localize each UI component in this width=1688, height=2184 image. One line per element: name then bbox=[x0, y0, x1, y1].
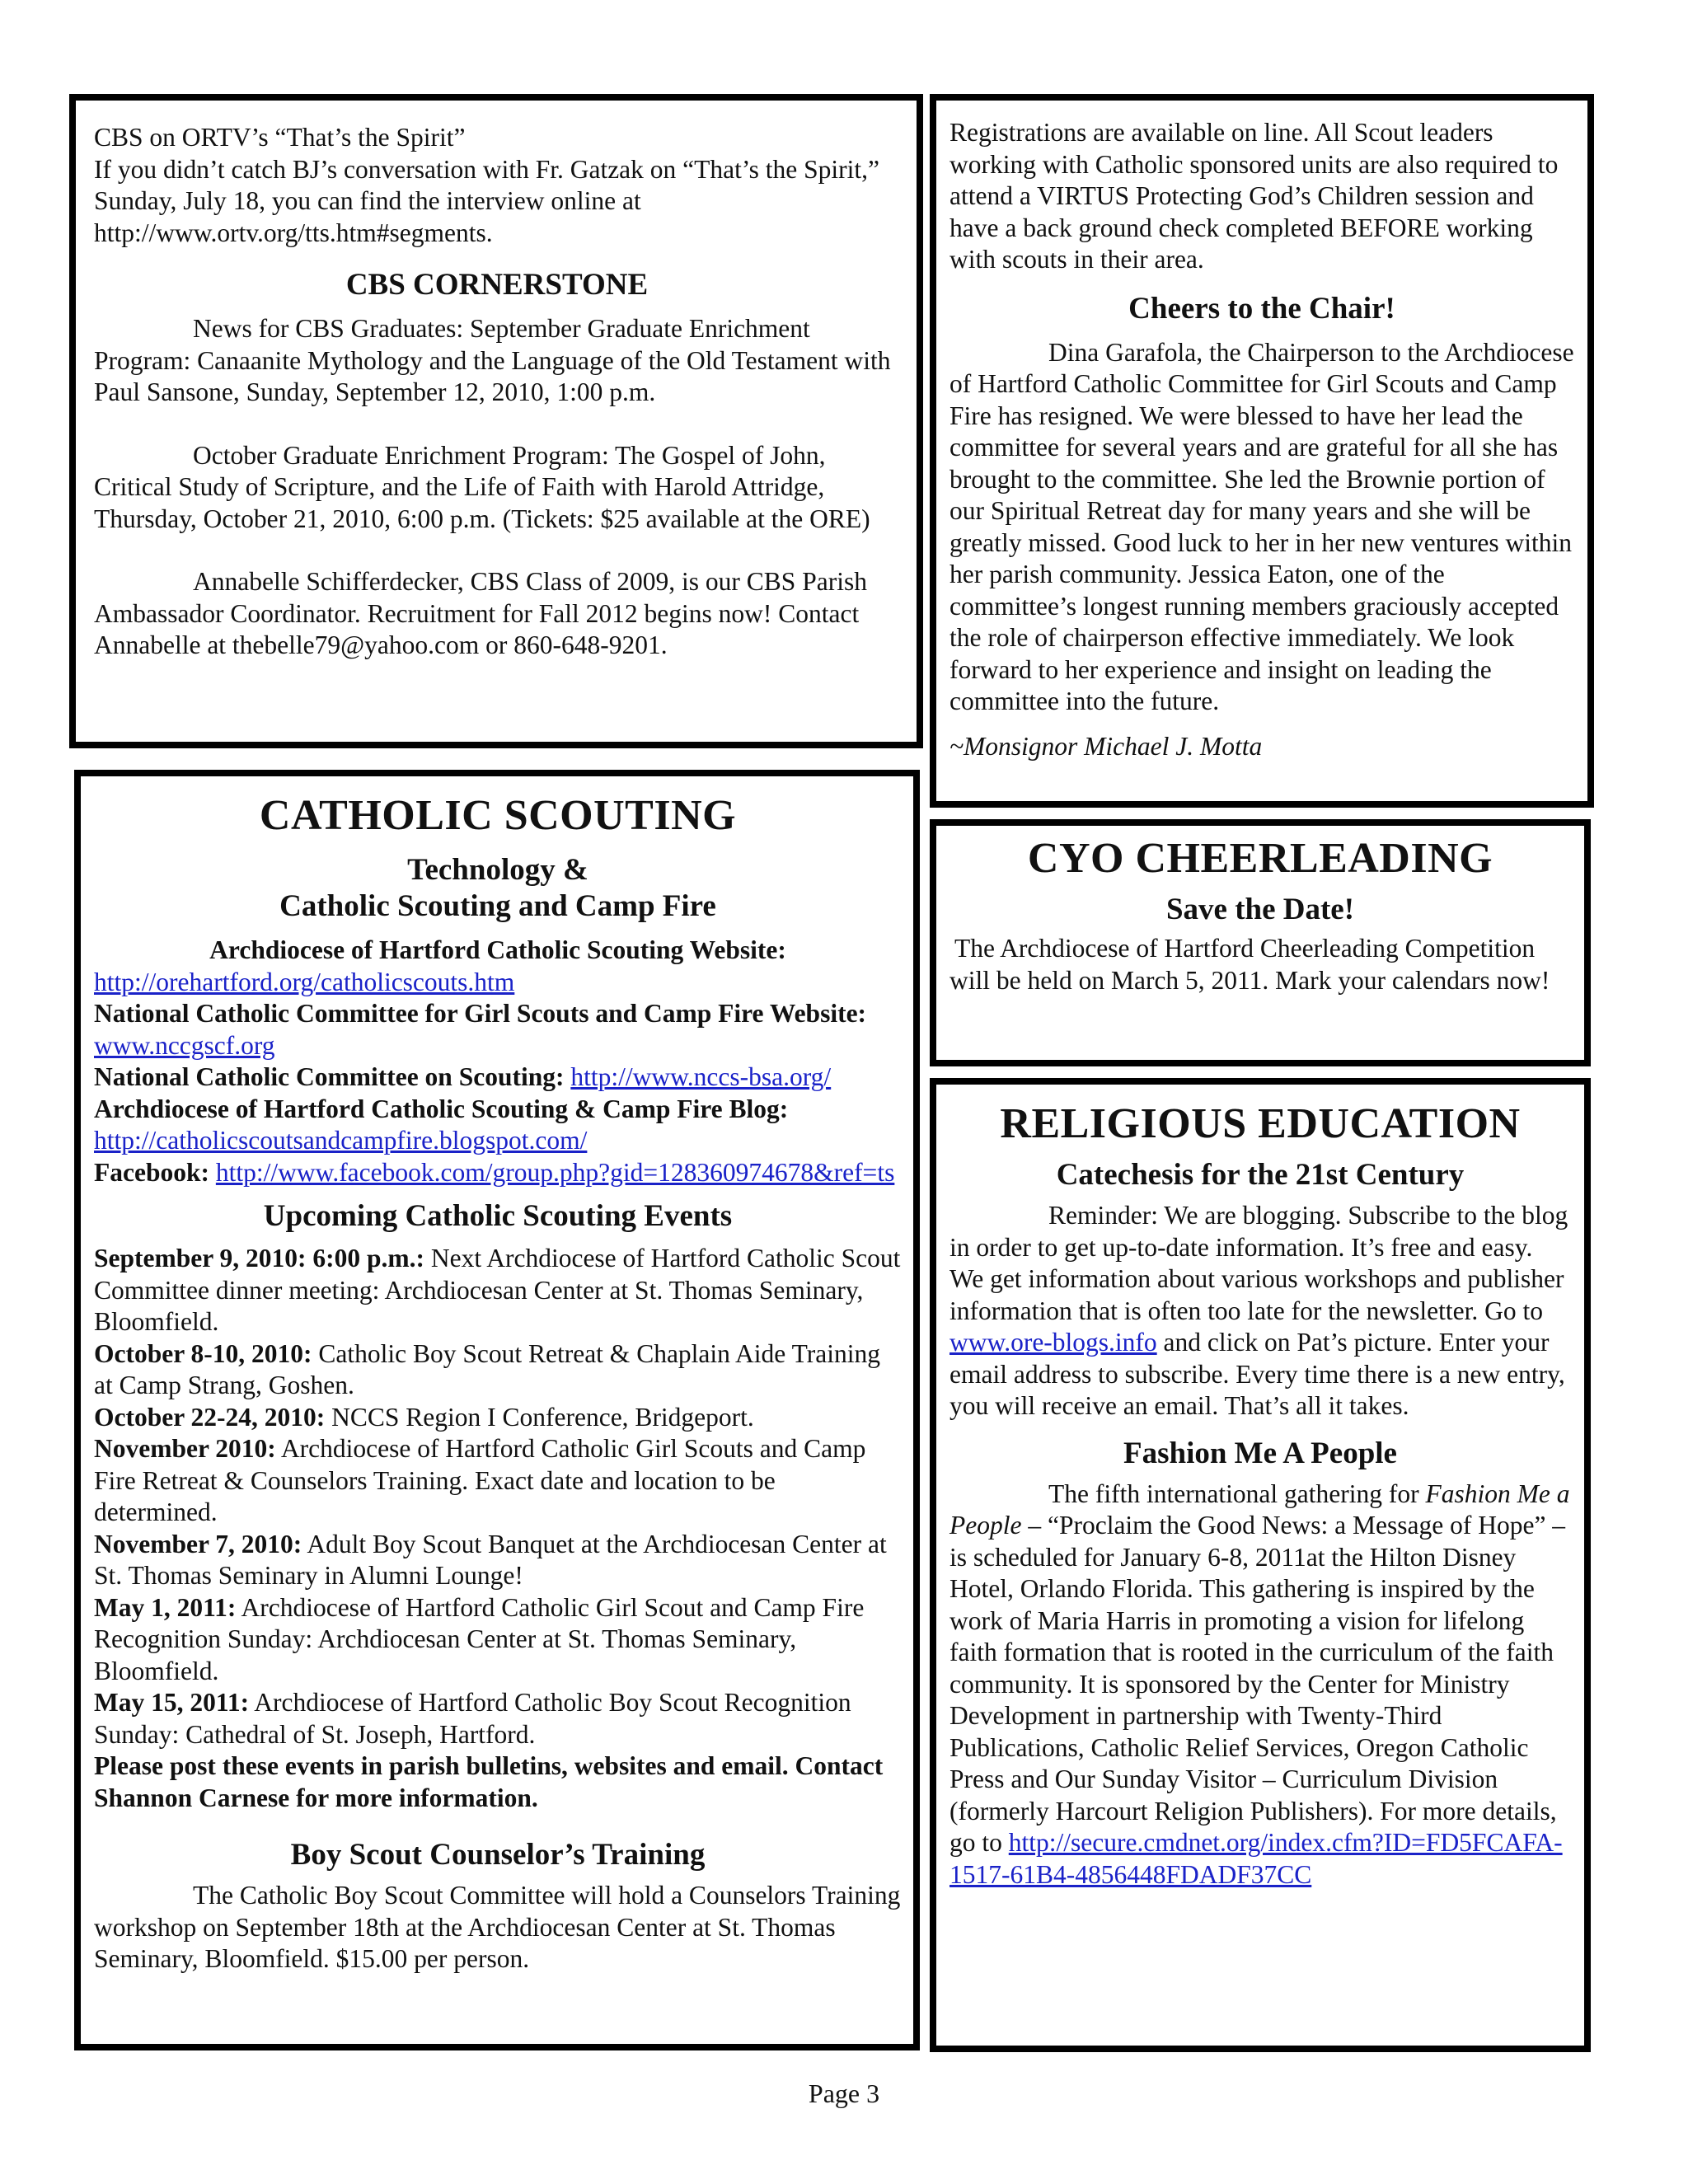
facebook-link[interactable]: http://www.facebook.com/group.php?gid=128360974678&ref=ts bbox=[215, 1157, 895, 1187]
counselor-heading: Boy Scout Counselor’s Training bbox=[290, 1838, 706, 1872]
ortv-title: CBS on ORTV’s “That’s the Spirit” bbox=[94, 123, 466, 152]
catholic-scouting-box bbox=[74, 770, 920, 2050]
re-blog-text: Reminder: We are blogging. Subscribe to the blog in order to get up-to-date information. It’s free and easy. We get information about various workshops and publisher information that is often too late for the newsletter. Go to www.ore-blogs.info and click on Pat’s picture. Enter your email address to subscribe. Every time there is a new entry, you will receive an email. That’s all it takes. bbox=[950, 1201, 1568, 1420]
facebook-label: Facebook: bbox=[94, 1157, 209, 1187]
scouting-blog-link[interactable]: http://catholicscoutsandcampfire.blogspot.com/ bbox=[94, 1126, 588, 1155]
list-item: November 7, 2010: Adult Boy Scout Banquet at the Archdiocesan Center at St. Thomas Seminary in Alumni Lounge! bbox=[94, 1529, 887, 1590]
list-item: October 8-10, 2010: Catholic Boy Scout Retreat & Chaplain Aide Training at Camp Strang, Goshen. bbox=[94, 1338, 880, 1399]
events-heading: Upcoming Catholic Scouting Events bbox=[263, 1199, 733, 1233]
cbs-para-september: News for CBS Graduates: September Graduate Enrichment Program: Canaanite Mythology and the Language of the Old Testament with Paul Sansone, Sunday, September 12, 2010, 1:00 p.m. bbox=[94, 314, 891, 406]
page-number: Page 3 bbox=[808, 2079, 880, 2108]
cbs-box bbox=[69, 94, 923, 748]
re-title: RELIGIOUS EDUCATION bbox=[1000, 1100, 1521, 1147]
cyo-cheerleading-box bbox=[930, 819, 1591, 1066]
website-label: Archdiocese of Hartford Catholic Scouting Website: bbox=[209, 935, 786, 964]
scouting-subtitle-line2: Catholic Scouting and Camp Fire bbox=[279, 889, 716, 923]
cbs-para-ambassador: Annabelle Schifferdecker, CBS Class of 2009, is our CBS Parish Ambassador Coordinator. Recruitment for Fall 2012 begins now! Contact Annabelle at thebelle79@yahoo.com or 860-648-9201. bbox=[94, 567, 867, 659]
nccs-link[interactable]: http://www.nccs-bsa.org/ bbox=[570, 1062, 832, 1091]
cbs-cornerstone-heading: CBS CORNERSTONE bbox=[345, 268, 649, 302]
cyo-text: The Archdiocese of Hartford Cheerleading Competition will be held on March 5, 2011. Mark your calendars now! bbox=[950, 934, 1550, 995]
cmdnet-link[interactable]: http://secure.cmdnet.org/index.cfm?ID=FD5FCAFA-1517-61B4-4856448FDADF37CC bbox=[950, 1828, 1563, 1889]
post-events-note: Please post these events in parish bulletins, websites and email. Contact Shannon Carnese for more information. bbox=[94, 1751, 884, 1812]
events-list bbox=[94, 1243, 902, 1750]
cheers-heading: Cheers to the Chair! bbox=[1128, 291, 1395, 326]
nccgscf-label: National Catholic Committee for Girl Scouts and Camp Fire Website: bbox=[94, 999, 867, 1028]
blog-label: Archdiocese of Hartford Catholic Scouting & Camp Fire Blog: bbox=[94, 1094, 789, 1123]
cheers-body: Dina Garafola, the Chairperson to the Archdiocese of Hartford Catholic Committee for Girl Scouts and Camp Fire has resigned. We were blessed to have her lead the committee for several years and are grateful for all she has brought to the committee. She led the Brownie portion of our Spiritual Retreat day for many years and she will be greatly missed. Good luck to her in her new ventures within her parish community. Jessica Eaton, one of the committee’s longest running members graciously accepted the role of chairperson effective immediately. We look forward to her experience and insight on leading the committee into the future. bbox=[950, 337, 1574, 715]
fashion-heading: Fashion Me A People bbox=[1123, 1436, 1397, 1470]
scouting-subtitle-line1: Technology & bbox=[407, 853, 588, 887]
fashion-text: The fifth international gathering for Fashion Me a People – “Proclaim the Good News: a Message of Hope” – is scheduled for January 6-8, 2011at the Hilton Disney Hotel, Orlando Florida. This gathering is inspired by the work of Maria Harris in promoting a vision for lifelong faith formation that is rooted in the curriculum of the faith community. It is sponsored by the Center for Ministry Development in partnership with Twenty-Third Publications, Catholic Relief Services, Oregon Catholic Press and Our Sunday Visitor – Curriculum Division (formerly Harcourt Religion Publishers). For more details, go to http://secure.cmdnet.org/index.cfm?ID=FD5FCAFA-1517-61B4-4856448FDADF37CC bbox=[950, 1479, 1570, 1889]
nccs-label: National Catholic Committee on Scouting: bbox=[94, 1062, 565, 1091]
religious-education-box bbox=[930, 1078, 1591, 2052]
list-item: May 1, 2011: Archdiocese of Hartford Catholic Girl Scout and Camp Fire Recognition Sunday: Archdiocesan Center at St. Thomas Seminary, Bloomfield. bbox=[94, 1592, 865, 1685]
list-item: November 2010: Archdiocese of Hartford Catholic Girl Scouts and Camp Fire Retreat & Counselors Training. Exact date and location to be determined. bbox=[94, 1434, 866, 1526]
ore-blogs-link[interactable]: www.ore-blogs.info bbox=[950, 1328, 1157, 1357]
cyo-subtitle: Save the Date! bbox=[1165, 893, 1355, 926]
nccgscf-link[interactable]: www.nccgscf.org bbox=[94, 1030, 275, 1060]
scouting-website-link[interactable]: http://orehartford.org/catholicscouts.htm bbox=[94, 967, 515, 996]
virtus-intro: Registrations are available on line. All Scout leaders working with Catholic sponsored units are also required to attend a VIRTUS Protecting God’s Children session and have a back ground check completed BEFORE working with scouts in their area. bbox=[950, 118, 1559, 274]
counselor-text: The Catholic Boy Scout Committee will hold a Counselors Training workshop on September 18th at the Archdiocesan Center at St. Thomas Seminary, Bloomfield. $15.00 per person. bbox=[94, 1881, 901, 1973]
list-item: September 9, 2010: 6:00 p.m.: Next Archdiocese of Hartford Catholic Scout Committee dinner meeting: Archdiocesan Center at St. Thomas Seminary, Bloomfield. bbox=[94, 1244, 901, 1336]
cyo-title: CYO CHEERLEADING bbox=[1027, 835, 1493, 882]
list-item: May 15, 2011: Archdiocese of Hartford Catholic Boy Scout Recognition Sunday: Cathedral of St. Joseph, Hartford. bbox=[94, 1688, 851, 1749]
signature: ~Monsignor Michael J. Motta bbox=[950, 731, 1263, 761]
list-item: October 22-24, 2010: NCCS Region I Conference, Bridgeport. bbox=[94, 1402, 754, 1432]
cbs-para-october: October Graduate Enrichment Program: The Gospel of John, Critical Study of Scripture, and the Life of Faith with Harold Attridge, Thursday, October 21, 2010, 6:00 p.m. (Tickets: $25 available at the ORE) bbox=[94, 440, 870, 533]
cheers-box bbox=[930, 94, 1594, 808]
re-subtitle: Catechesis for the 21st Century bbox=[1056, 1158, 1465, 1192]
ortv-text: If you didn’t catch BJ’s conversation with Fr. Gatzak on “That’s the Spirit,” Sunday, July 18, you can find the interview online at http://www.ortv.org/tts.htm#segments. bbox=[94, 154, 879, 247]
scouting-title: CATHOLIC SCOUTING bbox=[259, 792, 737, 839]
